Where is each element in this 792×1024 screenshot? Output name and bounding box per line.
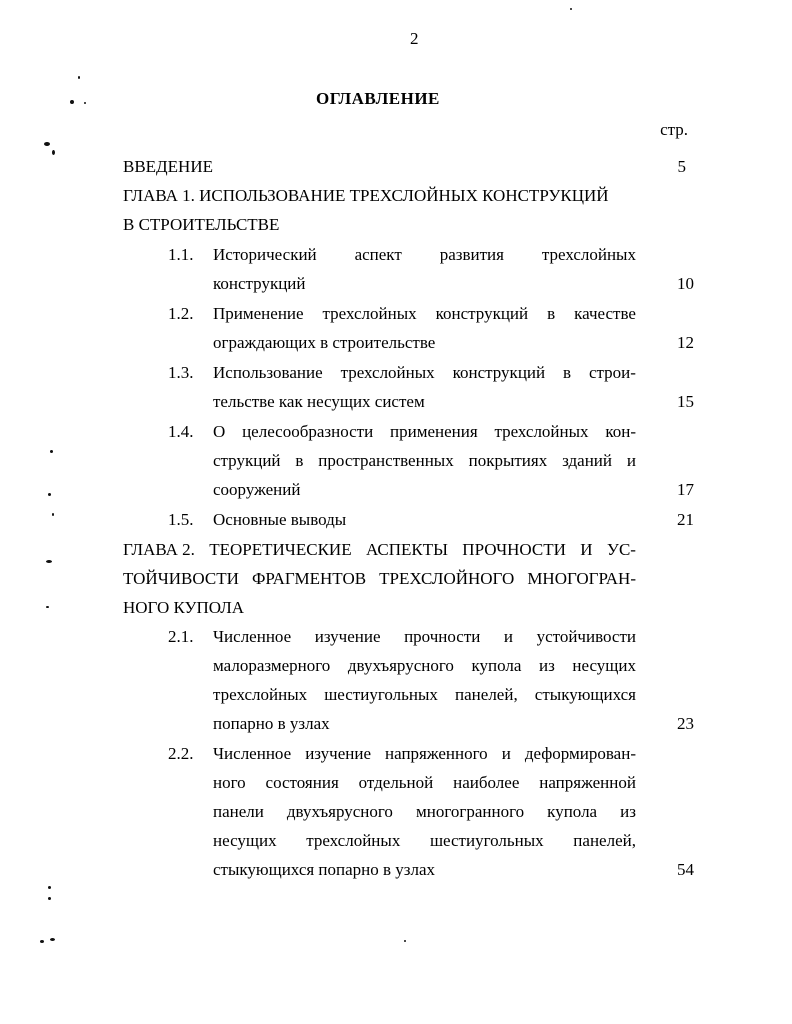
word: несущих bbox=[213, 831, 277, 850]
chapter-2-title-line-3: НОГО КУПОЛА bbox=[123, 598, 245, 617]
section-1-3-title-line-1 bbox=[213, 364, 636, 381]
word: изучение bbox=[305, 744, 371, 763]
section-2-2-title-line-4 bbox=[213, 832, 636, 849]
word: ФРАГМЕНТОВ bbox=[251, 569, 367, 588]
scan-speck bbox=[570, 8, 572, 10]
word: панелей, bbox=[455, 685, 518, 704]
section-1-1-title-line-2: конструкций bbox=[213, 274, 306, 293]
word: применения bbox=[390, 422, 478, 441]
section-1-4-number: 1.4. bbox=[168, 422, 194, 441]
scan-speck bbox=[44, 142, 50, 146]
word: АСПЕКТЫ bbox=[365, 540, 448, 559]
chapter-2-title-line-2 bbox=[123, 570, 636, 587]
word: развития bbox=[439, 245, 504, 264]
word: и bbox=[503, 627, 514, 646]
word: трехслойных bbox=[494, 422, 589, 441]
word: изучение bbox=[314, 627, 381, 646]
word: и bbox=[501, 744, 511, 763]
chapter-1-title-line-1: ГЛАВА 1. ИСПОЛЬЗОВАНИЕ ТРЕХСЛОЙНЫХ КОНСТРУКЦИЙ bbox=[123, 186, 609, 205]
scan-speck bbox=[404, 940, 406, 942]
scan-speck bbox=[40, 940, 44, 943]
section-1-4-title-line-1 bbox=[213, 423, 636, 440]
section-2-2-title-line-2 bbox=[213, 774, 636, 791]
scan-speck bbox=[48, 493, 51, 496]
word: из bbox=[538, 656, 555, 675]
word: купола bbox=[547, 802, 598, 821]
section-2-2-title-line-3 bbox=[213, 803, 636, 820]
section-1-3-number: 1.3. bbox=[168, 363, 194, 382]
section-2-1-title-line-1 bbox=[213, 628, 636, 645]
scan-speck bbox=[50, 450, 53, 453]
word: шестиугольных bbox=[324, 685, 438, 704]
section-1-2-page: 12 bbox=[677, 333, 694, 352]
word: панели bbox=[213, 802, 264, 821]
word: ГЛАВА 2. bbox=[123, 540, 195, 559]
section-2-1-title-line-2 bbox=[213, 657, 636, 674]
scan-speck bbox=[46, 560, 52, 563]
scan-speck bbox=[50, 938, 55, 941]
section-1-4-title-line-3: сооружений bbox=[213, 480, 301, 499]
word: Численное bbox=[213, 744, 292, 763]
section-1-2-title-line-1 bbox=[213, 305, 636, 322]
section-1-1-title-line-1 bbox=[213, 246, 636, 263]
word: трехслойных bbox=[541, 245, 636, 264]
toc-title: ОГЛАВЛЕНИЕ bbox=[316, 89, 440, 108]
word: трехслойных bbox=[322, 304, 417, 323]
word: отдельной bbox=[358, 773, 434, 792]
word: конструкций bbox=[435, 304, 529, 323]
scan-speck bbox=[84, 102, 86, 104]
section-1-5-page: 21 bbox=[677, 510, 694, 529]
word: И bbox=[580, 540, 593, 559]
word: напряженного bbox=[385, 744, 488, 763]
word: конструкций bbox=[452, 363, 546, 382]
word: наиболее bbox=[453, 773, 520, 792]
word: и bbox=[626, 451, 636, 470]
word: УС- bbox=[606, 540, 636, 559]
chapter-2-title-line-1 bbox=[123, 541, 636, 558]
word: прочности bbox=[404, 627, 481, 646]
word: несущих bbox=[572, 656, 636, 675]
word: ПРОЧНОСТИ bbox=[462, 540, 566, 559]
word: напряженной bbox=[539, 773, 636, 792]
word: О bbox=[213, 422, 226, 441]
word: Исторический bbox=[213, 245, 317, 264]
word: аспект bbox=[354, 245, 402, 264]
scan-speck bbox=[46, 606, 49, 608]
word: малоразмерного bbox=[213, 656, 331, 675]
section-2-1-page: 23 bbox=[677, 714, 694, 733]
word: двухъярусного bbox=[347, 656, 454, 675]
word: в bbox=[563, 363, 572, 382]
word: пространственных bbox=[318, 451, 454, 470]
word: купола bbox=[471, 656, 522, 675]
section-1-2-title-line-2: ограждающих в строительстве bbox=[213, 333, 436, 352]
word: трехслойных bbox=[306, 831, 401, 850]
page-column-header: стр. bbox=[660, 120, 688, 139]
word: ного bbox=[213, 773, 246, 792]
word: Применение bbox=[213, 304, 304, 323]
section-2-2-page: 54 bbox=[677, 860, 694, 879]
scan-speck bbox=[52, 150, 55, 155]
section-1-4-page: 17 bbox=[677, 480, 694, 499]
section-2-1-number: 2.1. bbox=[168, 627, 194, 646]
word: трехслойных bbox=[213, 685, 308, 704]
word: двухъярусного bbox=[286, 802, 393, 821]
word: зданий bbox=[562, 451, 612, 470]
word: целесообразности bbox=[242, 422, 374, 441]
section-2-2-title-line-5: стыкующихся попарно в узлах bbox=[213, 860, 436, 879]
word: Использование bbox=[213, 363, 323, 382]
scan-speck bbox=[70, 100, 74, 104]
word: Численное bbox=[213, 627, 292, 646]
section-2-2-title-line-1 bbox=[213, 745, 636, 762]
word: строи- bbox=[589, 363, 636, 382]
word: качестве bbox=[574, 304, 636, 323]
section-2-1-title-line-3 bbox=[213, 686, 636, 703]
toc-intro-label: ВВЕДЕНИЕ bbox=[123, 157, 213, 176]
word: стыкующихся bbox=[534, 685, 636, 704]
word: в bbox=[295, 451, 304, 470]
section-1-2-number: 1.2. bbox=[168, 304, 194, 323]
scan-speck bbox=[78, 76, 80, 79]
section-1-3-title-line-2: тельстве как несущих систем bbox=[213, 392, 425, 411]
word: в bbox=[547, 304, 556, 323]
section-1-1-number: 1.1. bbox=[168, 245, 194, 264]
word: устойчивости bbox=[536, 627, 636, 646]
section-1-5-number: 1.5. bbox=[168, 510, 194, 529]
word: кон- bbox=[605, 422, 636, 441]
word: шестиугольных bbox=[429, 831, 544, 850]
page-number: 2 bbox=[410, 29, 419, 48]
scan-speck bbox=[52, 513, 54, 516]
word: трехслойных bbox=[340, 363, 435, 382]
word: МНОГОГРАН- bbox=[527, 569, 636, 588]
toc-intro-page: 5 bbox=[677, 157, 686, 176]
word: панелей, bbox=[573, 831, 636, 850]
section-2-2-number: 2.2. bbox=[168, 744, 194, 763]
word: состояния bbox=[265, 773, 339, 792]
word: из bbox=[620, 802, 636, 821]
scan-speck bbox=[48, 886, 51, 889]
word: струкций bbox=[213, 451, 281, 470]
scan-speck bbox=[48, 897, 51, 900]
section-2-1-title-line-4: попарно в узлах bbox=[213, 714, 330, 733]
section-1-5-title: Основные выводы bbox=[213, 510, 347, 529]
section-1-3-page: 15 bbox=[677, 392, 694, 411]
word: ТОЙЧИВОСТИ bbox=[123, 569, 239, 588]
word: многогранного bbox=[415, 802, 525, 821]
section-1-1-page: 10 bbox=[677, 274, 694, 293]
word: ТЕОРЕТИЧЕСКИЕ bbox=[209, 540, 352, 559]
word: покрытиях bbox=[468, 451, 548, 470]
word: ТРЕХСЛОЙНОГО bbox=[379, 569, 515, 588]
chapter-1-title-line-2: В СТРОИТЕЛЬСТВЕ bbox=[123, 215, 280, 234]
word: деформирован- bbox=[524, 744, 636, 763]
section-1-4-title-line-2 bbox=[213, 452, 636, 469]
